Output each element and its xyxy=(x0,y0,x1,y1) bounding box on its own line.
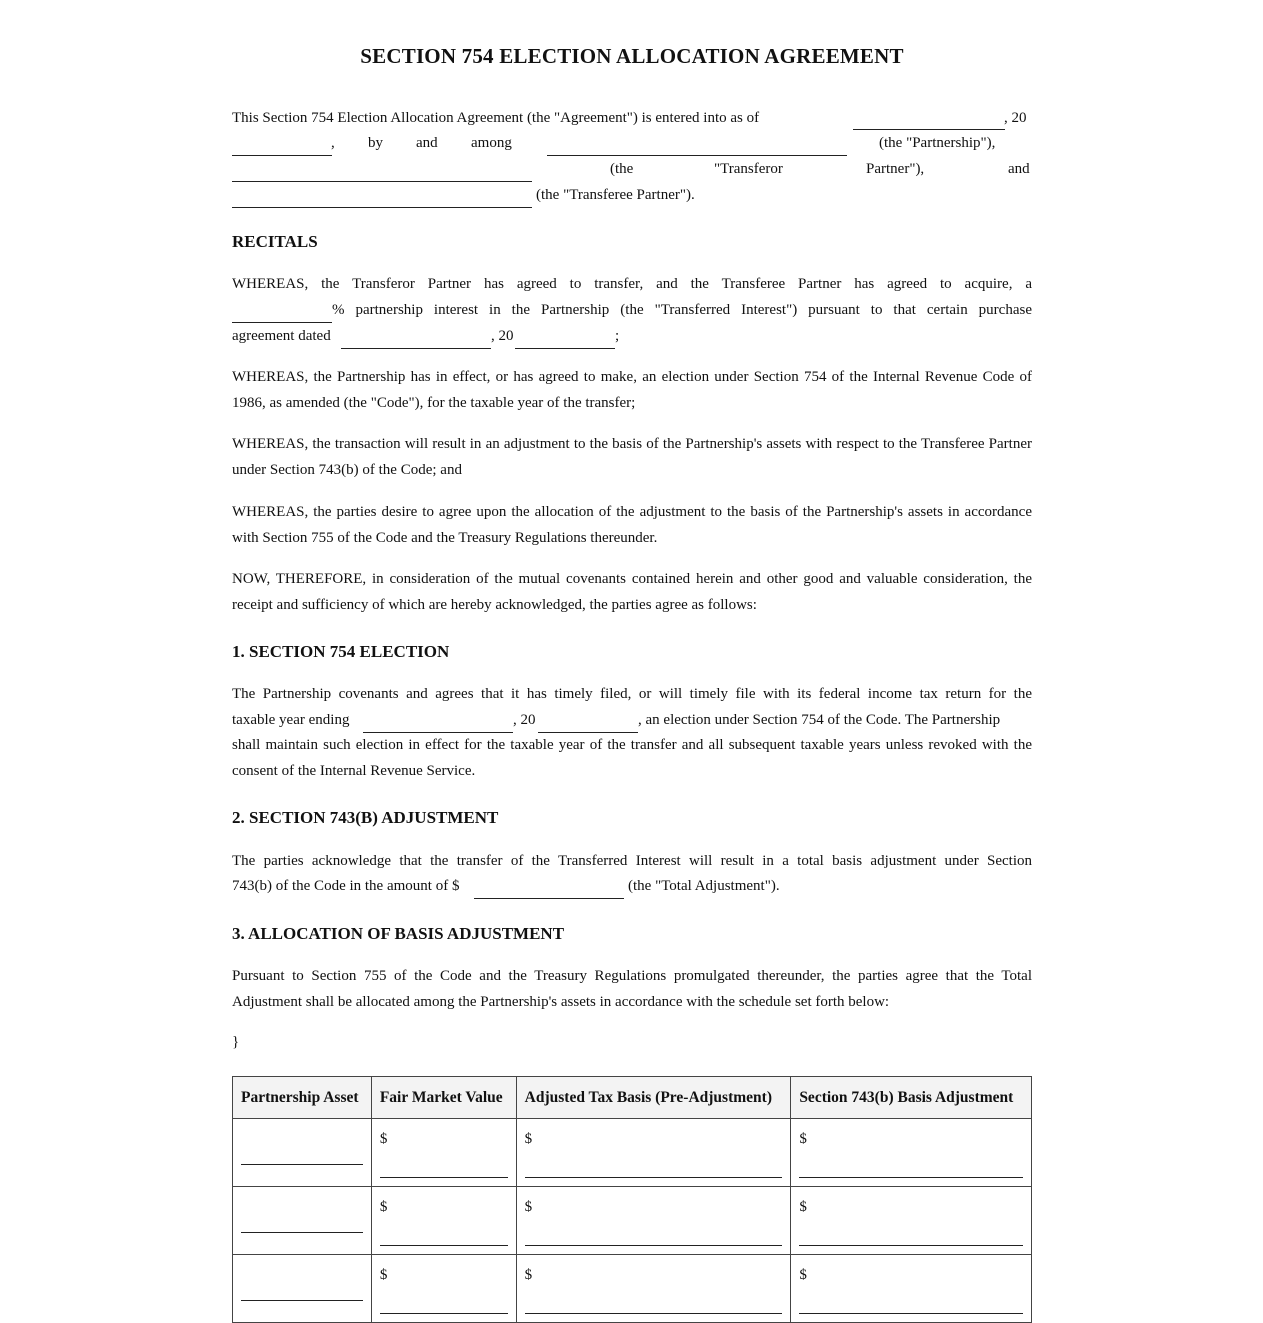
section2-heading: 2. SECTION 743(B) ADJUSTMENT xyxy=(232,808,499,827)
section1-taxable-year-ending: taxable year ending xyxy=(232,712,350,728)
recital-2: WHEREAS, the Partnership has in effect, or has agreed to make, an election under Section 754 of the Internal Revenue Code of 1986, as amended (the "Code"), for the taxable year of the transfer; xyxy=(232,369,1032,411)
recital1-text-d: , 20 xyxy=(491,328,514,344)
intro-line-3 xyxy=(232,157,1032,183)
purchase-date-blank[interactable] xyxy=(341,348,491,349)
section1-text-b: , 20 xyxy=(513,712,536,728)
tax-basis-blank[interactable] xyxy=(525,1245,783,1246)
dollar-sign: $ xyxy=(379,1131,388,1147)
recital-3: WHEREAS, the transaction will result in an adjustment to the basis of the Partnership's assets with respect to the Transferee Partner under Section 743(b) of the Code; and xyxy=(232,436,1032,478)
transferee-name-blank[interactable] xyxy=(232,207,532,208)
section1-line-2 xyxy=(232,708,1032,734)
recital1-text-e: ; xyxy=(615,328,620,344)
table-row xyxy=(233,1255,1032,1323)
adjustment-cell[interactable] xyxy=(791,1187,1032,1255)
recital1-line-1 xyxy=(232,272,1032,298)
partnership-name-blank[interactable] xyxy=(547,155,847,156)
intro-line-2 xyxy=(232,131,1032,157)
header-fair-market-value: Fair Market Value xyxy=(371,1077,516,1119)
section1-text-a-1: The Partnership covenants and agrees that it has timely filed, or will timely file with its federal income tax return for the xyxy=(232,686,1032,702)
fmv-cell[interactable] xyxy=(371,1255,516,1323)
recital1-text-a: WHEREAS, the Transferor Partner has agreed to transfer, and the Transferee Partner has agreed to acquire, a xyxy=(232,276,1032,292)
dollar-sign: $ xyxy=(379,1267,388,1283)
section1-text-c-first: , an election under Section 754 of the Code. The Partnership xyxy=(638,712,1001,728)
section2-amount-lead: 743(b) of the Code in the amount of $ xyxy=(232,878,460,894)
tax-basis-blank[interactable] xyxy=(525,1313,783,1314)
recital1-text-b: % partnership interest in the Partnership (the "Transferred Interest") pursuant to that certain purchase xyxy=(332,302,1032,318)
tax-basis-cell[interactable] xyxy=(516,1255,791,1323)
header-743b-adjustment: Section 743(b) Basis Adjustment xyxy=(791,1077,1032,1119)
recitals-heading: RECITALS xyxy=(232,232,318,251)
header-partnership-asset: Partnership Asset xyxy=(233,1077,372,1119)
fmv-blank[interactable] xyxy=(380,1313,508,1314)
dollar-sign: $ xyxy=(524,1131,533,1147)
section3-heading: 3. ALLOCATION OF BASIS ADJUSTMENT xyxy=(232,924,565,943)
intro-transferor: "Transferor xyxy=(714,161,783,177)
table-row xyxy=(233,1187,1032,1255)
recital1-text-c: agreement dated xyxy=(232,328,331,344)
section2-text-a-1: The parties acknowledge that the transfer of the Transferred Interest will result in a total basis adjustment under Section xyxy=(232,853,1032,869)
tax-basis-blank[interactable] xyxy=(525,1177,783,1178)
intro-among: among xyxy=(471,135,512,151)
adjustment-blank[interactable] xyxy=(799,1313,1023,1314)
intro-and: and xyxy=(416,135,438,151)
asset-blank[interactable] xyxy=(241,1164,363,1165)
dollar-sign: $ xyxy=(799,1199,807,1215)
allocation-schedule-table xyxy=(232,1076,1032,1323)
purchase-year-blank[interactable] xyxy=(515,348,615,349)
intro-comma: , xyxy=(331,135,335,151)
dollar-sign: $ xyxy=(799,1267,807,1283)
section1-heading: 1. SECTION 754 ELECTION xyxy=(232,642,450,661)
adjustment-blank[interactable] xyxy=(799,1177,1023,1178)
asset-cell[interactable] xyxy=(233,1255,372,1323)
asset-blank[interactable] xyxy=(241,1232,363,1233)
adjustment-cell[interactable] xyxy=(791,1119,1032,1187)
intro-transferee: (the "Transferee Partner"). xyxy=(536,187,695,203)
fmv-cell[interactable] xyxy=(371,1187,516,1255)
fmv-blank[interactable] xyxy=(380,1245,508,1246)
section1-line-1 xyxy=(232,682,1032,708)
adjustment-cell[interactable] xyxy=(791,1255,1032,1323)
dollar-sign: $ xyxy=(379,1199,388,1215)
intro-the-open: (the xyxy=(610,161,634,177)
intro-line-4 xyxy=(232,183,1032,209)
section2-line-1 xyxy=(232,849,1032,875)
recital1-line-3 xyxy=(232,324,1032,350)
stray-brace: } xyxy=(232,1034,240,1050)
transferor-name-blank[interactable] xyxy=(232,181,532,182)
section2-text-b: (the "Total Adjustment"). xyxy=(628,878,780,894)
fmv-cell[interactable] xyxy=(371,1119,516,1187)
table-row xyxy=(233,1119,1032,1187)
asset-blank[interactable] xyxy=(241,1300,363,1301)
dollar-sign: $ xyxy=(524,1199,533,1215)
section2-line-2 xyxy=(232,874,1032,900)
intro-partner-close: Partner"), xyxy=(866,161,925,177)
fmv-blank[interactable] xyxy=(380,1177,508,1178)
dollar-sign: $ xyxy=(799,1131,807,1147)
date-blank[interactable] xyxy=(853,129,1005,130)
asset-cell[interactable] xyxy=(233,1119,372,1187)
section3-text: Pursuant to Section 755 of the Code and the Treasury Regulations promulgated thereunder, the parties agree that the Total Adjustment shall be allocated among the Partnership's assets in accordance with the schedule set forth below: xyxy=(232,968,1032,1010)
now-therefore: NOW, THEREFORE, in consideration of the mutual covenants contained herein and other good and valuable consideration, the receipt and sufficiency of which are hereby acknowledged, the parties agree as follows: xyxy=(232,571,1032,613)
tax-basis-cell[interactable] xyxy=(516,1119,791,1187)
document-title: SECTION 754 ELECTION ALLOCATION AGREEMENT xyxy=(360,44,904,68)
intro-and2: and xyxy=(1008,161,1030,177)
intro-line-1 xyxy=(232,106,1032,132)
section1-text-c-rest: shall maintain such election in effect for the taxable year of the transfer and all subsequent taxable years unless revoked with the consent of the Internal Revenue Service. xyxy=(232,737,1032,779)
intro-by: by xyxy=(368,135,383,151)
intro-text: This Section 754 Election Allocation Agreement (the "Agreement") is entered into as of xyxy=(232,110,760,126)
percent-blank[interactable] xyxy=(232,322,332,323)
total-adjustment-blank[interactable] xyxy=(474,898,624,899)
recital-4: WHEREAS, the parties desire to agree upon the allocation of the adjustment to the basis of the Partnership's assets in accordance with Section 755 of the Code and the Treasury Regulations thereunder. xyxy=(232,504,1032,546)
tax-basis-cell[interactable] xyxy=(516,1187,791,1255)
intro-comma20: , 20 xyxy=(1004,110,1027,126)
header-adjusted-tax-basis: Adjusted Tax Basis (Pre-Adjustment) xyxy=(516,1077,791,1119)
adjustment-blank[interactable] xyxy=(799,1245,1023,1246)
table-header-row xyxy=(233,1077,1032,1119)
asset-cell[interactable] xyxy=(233,1187,372,1255)
year-blank[interactable] xyxy=(232,155,332,156)
recital1-line-2 xyxy=(232,298,1032,324)
stray-brace-row xyxy=(232,1030,1032,1056)
intro-the-partnership: (the "Partnership"), xyxy=(879,135,996,151)
dollar-sign: $ xyxy=(524,1267,533,1283)
